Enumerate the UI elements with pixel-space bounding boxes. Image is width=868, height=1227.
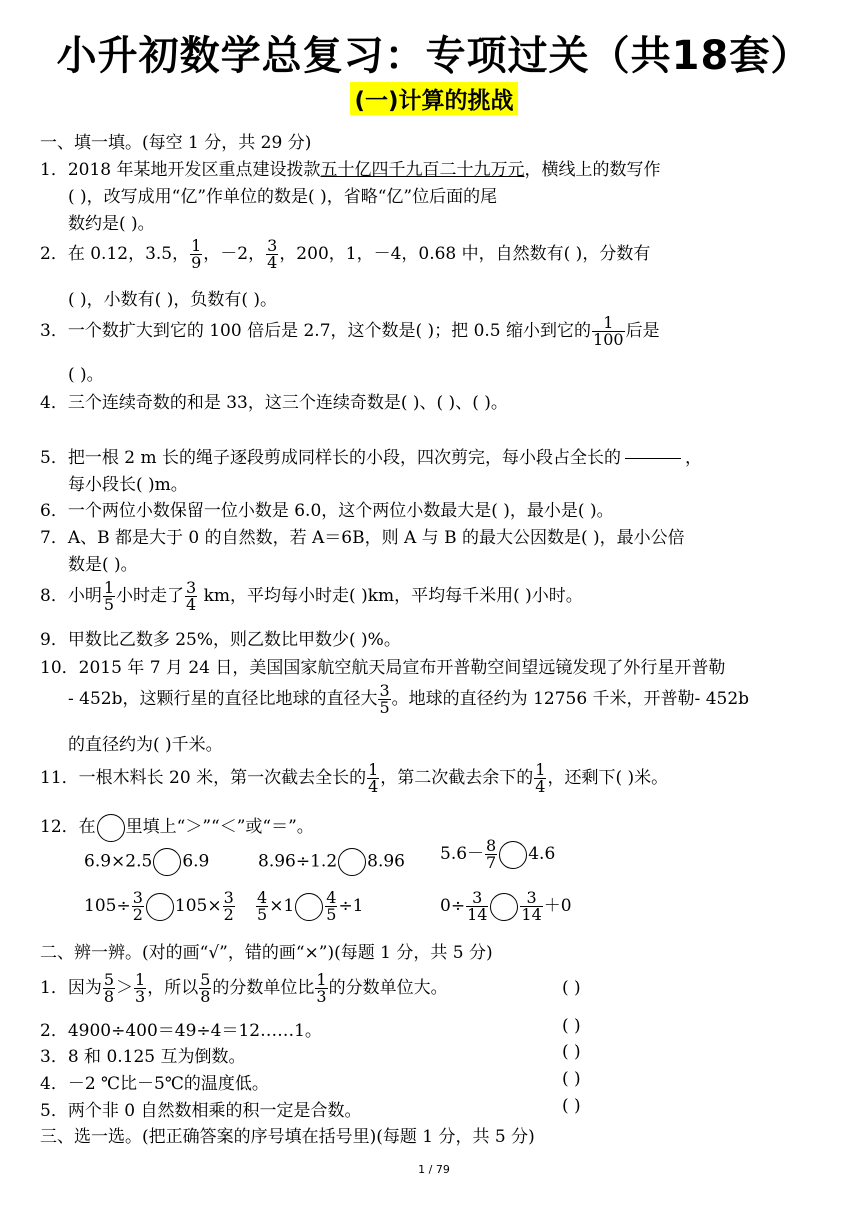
q10-text-b: - 452b，这颗行星的直径比地球的直径大 (68, 689, 378, 709)
q1-text-b: ，横线上的数写作 (524, 160, 661, 180)
cmp-left: 105÷ (84, 896, 131, 916)
comparison-circle[interactable] (499, 841, 527, 869)
q5-text-a: 5．把一根 2 m 长的绳子逐段剪成同样长的小段，四次剪完，每小段占全长的 (40, 448, 621, 468)
numerator: 8 (486, 836, 497, 855)
denominator: 5 (326, 905, 337, 924)
fraction (266, 238, 278, 271)
denominator: 5 (103, 595, 115, 614)
denominator: 4 (368, 777, 379, 796)
question-2-line-2: ( )，小数有( )，负数有( )。 (68, 290, 278, 310)
numerator: 1 (103, 578, 115, 597)
judge-question-3: 3．8 和 0.125 互为倒数。 (40, 1047, 246, 1067)
denominator: 4 (535, 777, 546, 796)
fraction (223, 890, 235, 923)
q2-text-b: ，－2， (203, 244, 266, 264)
fraction (103, 972, 115, 1005)
denominator: 4 (267, 253, 278, 272)
question-6: 6．一个两位小数保留一位小数是 6.0，这个两位小数最大是( )，最小是( )。 (40, 501, 614, 521)
s2-q1-text-d: 的分数单位比 (212, 978, 315, 998)
question-1-line-1 (40, 155, 660, 180)
numerator: 4 (257, 888, 268, 907)
q1-text-a: 1．2018 年某地开发区重点建设拨款 (40, 160, 321, 180)
comparison-circle[interactable] (97, 814, 125, 842)
section-3-heading: 三、选一选。(把正确答案的序号填在括号里)(每题 1 分，共 5 分) (40, 1127, 535, 1147)
cmp-left: 6.9×2.5 (84, 851, 153, 872)
cmp-left: 5.6－ (440, 844, 485, 864)
fraction (132, 890, 144, 923)
answer-paren[interactable]: ( ) (562, 1042, 581, 1062)
denominator: 3 (316, 987, 327, 1006)
comparison-circle[interactable] (146, 893, 174, 921)
judge-question-5: 5．两个非 0 自然数相乘的积一定是合数。 (40, 1101, 362, 1121)
s2-q1-text-b: ＞ (116, 978, 134, 998)
numerator: 1 (535, 760, 546, 779)
q12-text-a: 12．在 (40, 817, 96, 837)
fraction (592, 315, 625, 348)
question-1-line-3: 数约是( )。 (68, 214, 155, 234)
fraction (325, 890, 337, 923)
denominator: 9 (191, 253, 202, 272)
cmp-right: ÷1 (338, 896, 364, 916)
numerator: 3 (379, 681, 390, 700)
subtitle-wrap (0, 82, 868, 115)
denominator: 14 (467, 905, 488, 924)
question-9: 9．甲数比乙数多 25%，则乙数比甲数少( )%。 (40, 630, 401, 650)
compare-item (440, 838, 555, 871)
question-3-line-1 (40, 315, 660, 348)
cmp-right: ＋0 (543, 896, 572, 916)
question-3-line-2: ( )。 (68, 365, 104, 385)
question-10-line-1: 10．2015 年 7 月 24 日，美国国家航空航天局宣布开普勒空间望远镜发现了外行星开普勒 (40, 658, 726, 678)
numerator: 1 (135, 970, 146, 989)
compare-item (258, 848, 405, 876)
q1-underlined-amount: 五十亿四千九百二十九万元 (320, 160, 525, 180)
cmp-right: 105× (174, 896, 222, 916)
question-11 (40, 762, 668, 795)
denominator: 7 (486, 853, 497, 872)
denominator: 14 (521, 905, 542, 924)
numerator: 3 (267, 236, 278, 255)
denominator: 2 (132, 905, 143, 924)
answer-paren[interactable]: ( ) (562, 1096, 581, 1116)
q3-text-b: 后是 (625, 321, 660, 341)
question-12 (40, 812, 314, 842)
numerator: 3 (466, 890, 488, 907)
q8-text-b: 小时走了 (116, 586, 185, 606)
compare-item (255, 890, 364, 923)
numerator: 3 (186, 578, 197, 597)
fraction (315, 972, 327, 1005)
q8-text-a: 8．小明 (40, 586, 102, 606)
comparison-circle[interactable] (295, 893, 323, 921)
fraction (378, 683, 390, 716)
compare-item (84, 848, 209, 876)
fraction (256, 890, 268, 923)
question-5-line-2: 每小段长( )m。 (68, 475, 188, 495)
denominator: 3 (135, 987, 146, 1006)
q2-text-a: 2．在 0.12，3.5， (40, 244, 190, 264)
question-10-line-3: 的直径约为( )千米。 (68, 735, 223, 755)
compare-item (84, 890, 236, 923)
question-2-line-1 (40, 238, 650, 271)
question-7-line-2: 数是( )。 (68, 555, 138, 575)
question-10-line-2 (68, 683, 749, 716)
numerator: 1 (316, 970, 327, 989)
cmp-right: 6.9 (182, 851, 210, 872)
q11-text-b: ，第二次截去余下的 (380, 768, 534, 788)
question-5-line-1 (40, 443, 702, 468)
judge-question-4: 4．－2 ℃比－5℃的温度低。 (40, 1074, 269, 1094)
answer-paren[interactable]: ( ) (562, 978, 581, 998)
s2-q1-text-e: 的分数单位大。 (328, 978, 448, 998)
numerator: 1 (191, 236, 202, 255)
q2-text-c: ，200，1，－4，0.68 中，自然数有( )，分数有 (279, 244, 651, 264)
fraction (199, 972, 211, 1005)
q10-text-c: 。地球的直径约为 12756 千米，开普勒- 452b (391, 689, 750, 709)
numerator: 5 (103, 970, 115, 989)
s2-q1-text-c: ，所以 (147, 978, 199, 998)
denominator: 5 (379, 698, 390, 717)
comparison-circle[interactable] (490, 893, 518, 921)
q5-text-b: ， (684, 448, 702, 468)
fraction (103, 580, 115, 613)
comparison-circle[interactable] (338, 848, 366, 876)
fraction (134, 972, 146, 1005)
denominator: 5 (257, 905, 268, 924)
judge-question-2: 2．4900÷400＝49÷4＝12……1。 (40, 1021, 322, 1041)
cmp-left: 8.96÷1.2 (258, 851, 338, 872)
section-subtitle: (一)计算的挑战 (350, 82, 517, 115)
numerator: 1 (592, 315, 625, 332)
fraction (367, 762, 379, 795)
section-1-heading: 一、填一填。(每空 1 分，共 29 分) (40, 133, 312, 153)
denominator: 8 (103, 987, 115, 1006)
cmp-left: 0÷ (440, 896, 466, 916)
fraction (185, 580, 197, 613)
denominator: 8 (200, 987, 211, 1006)
compare-item (440, 890, 572, 923)
cmp-right: 8.96 (367, 851, 405, 872)
answer-paren[interactable]: ( ) (562, 1069, 581, 1089)
q8-text-c: km，平均每小时走( )km，平均每千米用( )小时。 (198, 586, 583, 606)
q3-text-a: 3．一个数扩大到它的 100 倍后是 2.7，这个数是( )；把 0.5 缩小到它的 (40, 321, 592, 341)
denominator: 4 (186, 595, 197, 614)
numerator: 3 (223, 888, 234, 907)
fraction (466, 890, 488, 923)
question-7-line-1: 7．A、B 都是大于 0 的自然数，若 A＝6B，则 A 与 B 的最大公因数是( )，最小公倍 (40, 528, 685, 548)
section-2-heading: 二、辨一辨。(对的画“√”，错的画“×”)(每题 1 分，共 5 分) (40, 943, 493, 963)
judge-question-1 (40, 972, 448, 1005)
page-number: 1 / 79 (418, 1163, 450, 1176)
q11-text-a: 11．一根木料长 20 米，第一次截去全长的 (40, 768, 367, 788)
numerator: 1 (368, 760, 379, 779)
s2-q1-text-a: 1．因为 (40, 978, 102, 998)
denominator: 100 (593, 330, 624, 349)
denominator: 2 (223, 905, 234, 924)
numerator: 3 (132, 888, 143, 907)
question-4: 4．三个连续奇数的和是 33，这三个连续奇数是( )、( )、( )。 (40, 393, 508, 413)
comparison-circle[interactable] (153, 848, 181, 876)
q12-text-b: 里填上“＞”“＜”或“＝”。 (125, 817, 314, 837)
question-1-line-2: ( )，改写成用“亿”作单位的数是( )，省略“亿”位后面的尾 (68, 187, 498, 207)
question-8 (40, 580, 583, 613)
cmp-right: 4.6 (528, 844, 556, 864)
cmp-left: ×1 (269, 896, 295, 916)
q11-text-c: ，还剩下( )米。 (547, 768, 669, 788)
answer-paren[interactable]: ( ) (562, 1016, 581, 1036)
numerator: 3 (520, 890, 542, 907)
fraction (485, 838, 497, 871)
numerator: 5 (200, 970, 211, 989)
fraction-blank (625, 458, 681, 459)
numerator: 4 (326, 888, 337, 907)
fraction (520, 890, 542, 923)
fraction (190, 238, 202, 271)
fraction (534, 762, 546, 795)
document-title: 小升初数学总复习：专项过关（共18套） (56, 33, 812, 79)
